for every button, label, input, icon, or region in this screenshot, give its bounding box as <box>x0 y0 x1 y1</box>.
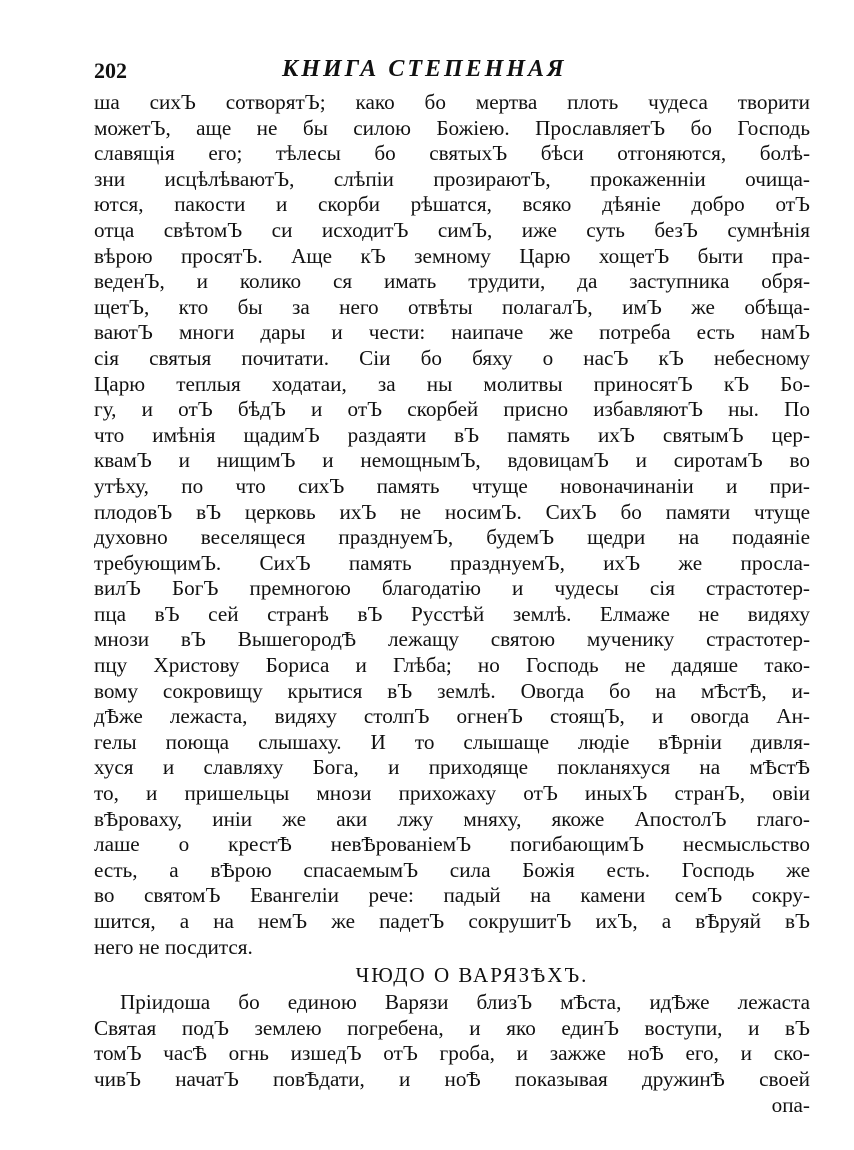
text-line: Святая подЪ землею погребена, и яко единЪ воступи, и вЪ <box>94 1015 810 1040</box>
text-line: то, и пришельцы мнози прихожаху отЪ иныхЪ странЪ, овiи <box>94 781 810 806</box>
text-line: пца вЪ сей странѣ вЪ Русстѣй землѣ. Елмаже не видяху <box>94 601 810 626</box>
text-line: пцу Христову Бориса и Глѣба; но Господь не дадяше тако- <box>94 653 810 678</box>
text-line: Царю теплыя ходатаи, за ны молитвы приносятЪ кЪ Бо- <box>94 371 810 396</box>
text-line: мнози вЪ ВышегородѢ лежащу святою мученику страстотер- <box>94 627 810 652</box>
text-line: шится, а на немЪ же падетЪ сокрушитЪ ихЪ, а вѢруяй вЪ <box>94 909 810 933</box>
text-line: славящiя его; тѣлесы бо святыхЪ бѣси отгоняются, болѣ- <box>94 141 810 166</box>
text-line: томЪ часѢ огнь изшедЪ отЪ гроба, и зажже ноѢ его, и ско- <box>94 1041 810 1066</box>
text-line: Прiидоша бо единою Варязи близЪ мѢста, идѢже лежаста <box>120 990 810 1015</box>
paragraph-2 <box>94 990 810 1118</box>
text-line: духовно веселящеся празднуемЪ, будемЪ щедри на подаянiе <box>94 525 810 550</box>
text-line: гелы поюща слышаху. И то слышаще людiе вѢрнiи дивля- <box>94 729 810 754</box>
text-line: дѢже лежаста, видяху столпЪ огненЪ стоящЪ, и овогда Ан- <box>94 704 810 729</box>
text-line: можетЪ, аще не бы силою Божiею. ПрославляетЪ бо Господь <box>94 115 810 140</box>
text-line: есть, а вѢрою спасаемымЪ сила Божiя есть. Господь же <box>94 857 810 882</box>
text-line: квамЪ и нищимЪ и немощнымЪ, вдовицамЪ и сиротамЪ во <box>94 448 810 473</box>
text-line: плодовЪ вЪ церковь ихЪ не носимЪ. СихЪ бо памяти чтуще <box>94 499 810 524</box>
paragraph-1 <box>94 90 810 960</box>
text-line: отца свѣтомЪ си исходитЪ симЪ, иже суть безЪ сумнѣнiя <box>94 217 810 242</box>
page-number: 202 <box>94 58 127 83</box>
text-line: ются, пакости и скорби рѣшатся, всяко дѣянiе добро отЪ <box>94 192 810 217</box>
text-line: во святомЪ Евангелiи рече: падый на камени семЪ сокру- <box>94 883 810 908</box>
text-line: лаше о крестѢ невѢрованiемЪ погибающимЪ несмысльство <box>94 832 810 857</box>
text-line: него не посдится. <box>94 934 253 959</box>
text-line: чивЪ начатЪ повѢдати, и ноѢ показывая дружинѢ своей <box>94 1066 810 1091</box>
text-line: гу, и отЪ бѣдЪ и отЪ скорбей присно избавляютЪ ны. По <box>94 397 810 422</box>
text-line: требующимЪ. СихЪ память празднуемЪ, ихЪ же просла- <box>94 550 810 575</box>
text-line: что имѣнiя щадимЪ раздаяти вЪ память ихЪ святымЪ цер- <box>94 422 810 447</box>
running-title: КНИГА СТЕПЕННАЯ <box>282 56 567 82</box>
text-line: ша сихЪ сотворятЪ; како бо мертва плоть чудеса творити <box>94 90 810 114</box>
text-line: зни исцѣлѣваютЪ, слѣпiи прозираютЪ, прокаженнiи очища- <box>94 166 810 191</box>
book-page <box>94 54 810 1118</box>
text-line: сiя святыя почитати. Сiи бо бяху о насЪ кЪ небесному <box>94 345 810 370</box>
page-header <box>94 54 810 90</box>
text-line: щетЪ, кто бы за него отвѣты полагалЪ, имЪ же обѣща- <box>94 294 810 319</box>
text-line: вому сокровищу крытися вЪ землѣ. Овогда бо на мѢстѢ, и- <box>94 678 810 703</box>
section-heading: ЧЮДО О ВАРЯЗѢХЪ. <box>355 963 589 988</box>
text-line: утѣху, по что сихЪ память чтуще новоначинанiи и при- <box>94 473 810 498</box>
text-line: веденЪ, и колико ся имать трудити, да заступника обря- <box>94 269 810 294</box>
text-line: хуся и славляху Бога, и приходяще покланяхуся на мѢстѢ <box>94 755 810 780</box>
text-line: вилЪ БогЪ премногою благодатiю и чудесы сiя страстотер- <box>94 576 810 601</box>
text-line: вѣрою просятЪ. Аще кЪ земному Царю хощетЪ быти пра- <box>94 243 810 268</box>
text-line: ваютЪ многи дары и чести: наипаче же потреба есть намЪ <box>94 320 810 345</box>
text-line: вѢроваху, инiи же аки лжу мняху, якоже АпостолЪ глаго- <box>94 806 810 831</box>
catchword: опа- <box>771 1092 810 1117</box>
